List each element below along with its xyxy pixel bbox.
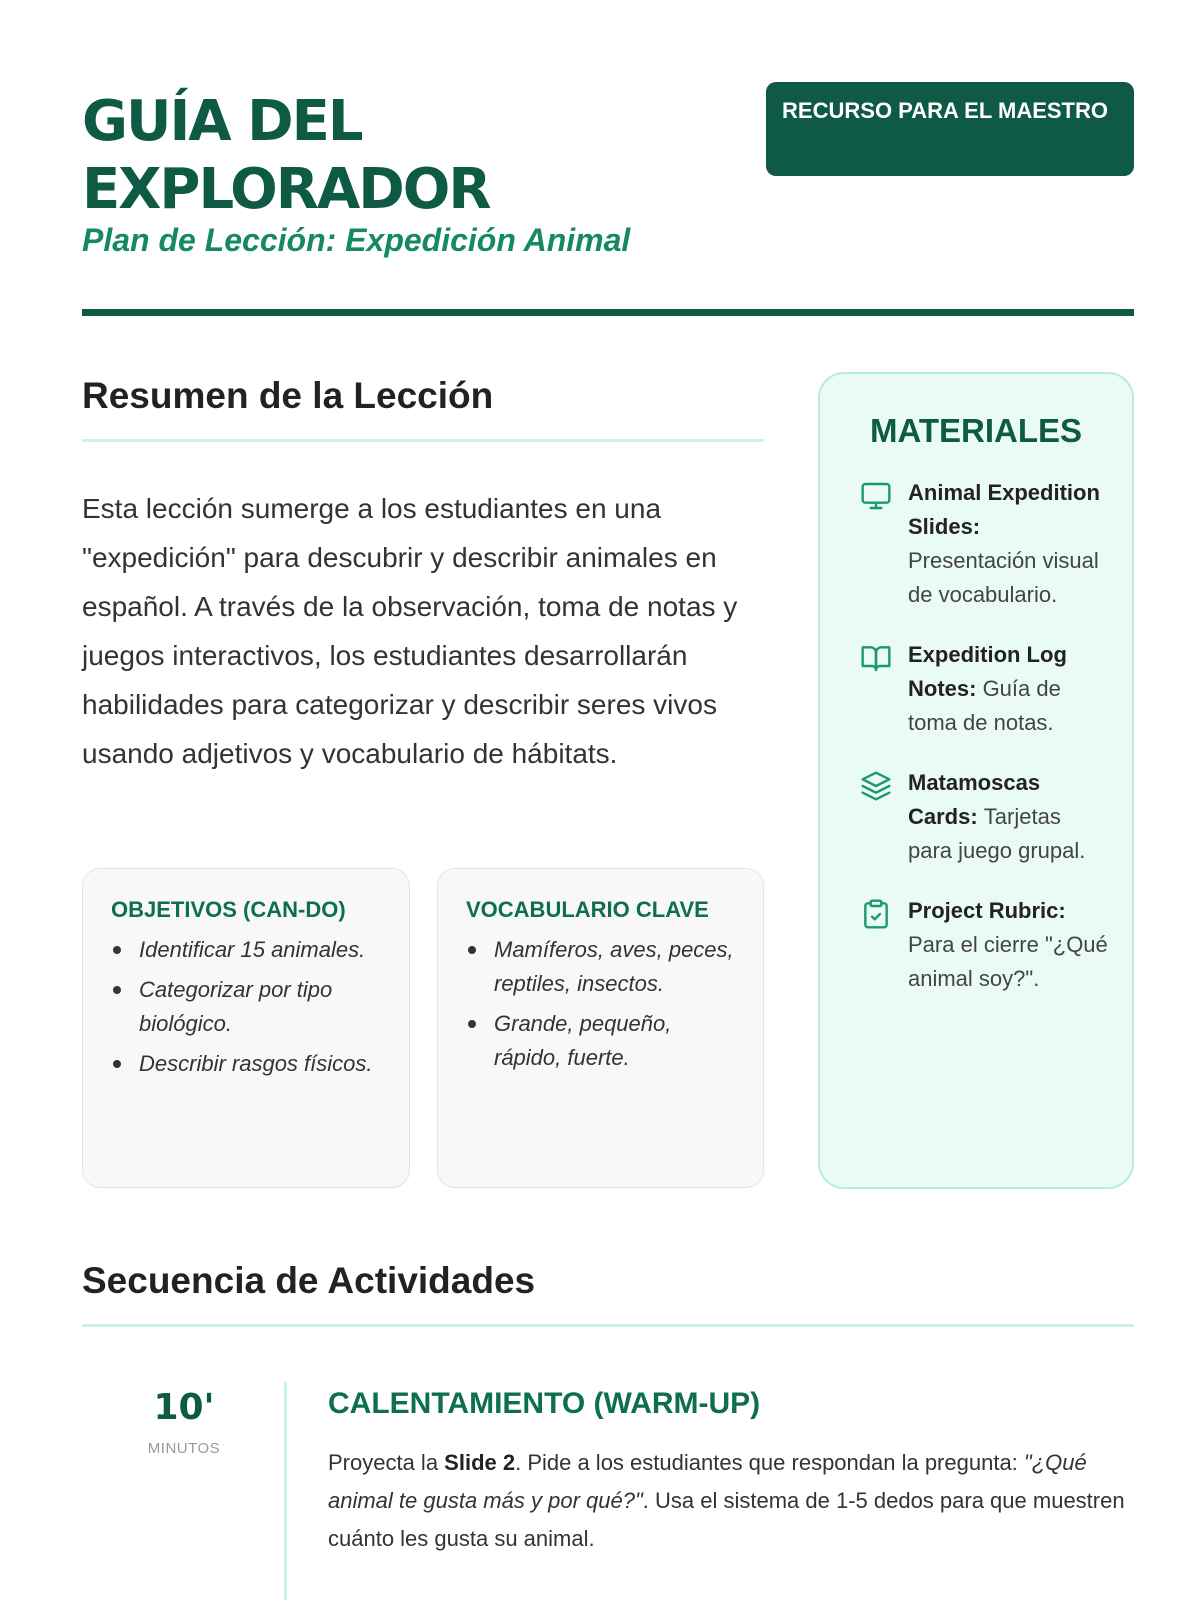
list-item: Categorizar por tipo biológico. — [111, 973, 383, 1041]
vocabulary-heading: VOCABULARIO CLAVE — [466, 897, 709, 922]
page-subtitle: Plan de Lección: Expedición Animal — [82, 222, 631, 258]
activity-desc-text: . Usa el sistema de 1-5 dedos para que muestren cuánto les gusta su animal. — [328, 1488, 1125, 1551]
material-item-slides — [860, 476, 1110, 612]
layers-icon — [860, 770, 892, 802]
timeline-divider — [284, 1382, 287, 1600]
material-title: Animal Expedition Slides: — [908, 480, 1100, 539]
monitor-icon — [860, 480, 892, 512]
sequence-heading: Secuencia de Actividades — [82, 1260, 1134, 1327]
duration-unit: MINUTOS — [147, 1440, 221, 1457]
activity-title: CALENTAMIENTO (WARM-UP) — [328, 1387, 761, 1420]
material-desc: Para el cierre "¿Qué animal soy?". — [908, 932, 1108, 991]
material-title: Matamoscas Cards: — [908, 770, 1041, 829]
activity-description — [328, 1444, 1134, 1558]
activity-desc-text: . Pide a los estudiantes que respondan la pregunta: — [515, 1450, 1024, 1475]
page-header — [82, 80, 1134, 316]
activity-desc-bold: Slide 2 — [444, 1450, 516, 1475]
teacher-resource-badge: RECURSO PARA EL MAESTRO — [766, 82, 1134, 176]
list-item: Grande, pequeño, rápido, fuerte. — [466, 1007, 737, 1075]
list-item: Mamíferos, aves, peces, reptiles, insectos. — [466, 933, 737, 1001]
materials-panel — [818, 372, 1134, 1189]
material-desc: Tarjetas para juego grupal. — [908, 804, 1086, 863]
vocabulary-list — [466, 933, 737, 1075]
materials-heading: MATERIALES — [869, 412, 1083, 449]
objectives-card — [82, 868, 410, 1188]
activity-block — [328, 1382, 1134, 1558]
material-title: Expedition Log Notes: — [908, 642, 1067, 701]
material-item-cards — [860, 766, 1110, 868]
clipboard-check-icon — [860, 898, 892, 930]
summary-heading: Resumen de la Lección — [82, 375, 764, 442]
title-line-2: EXPLORADOR — [82, 157, 490, 222]
material-desc: Presentación visual de vocabulario. — [908, 548, 1099, 607]
activity-timeline — [82, 1382, 1134, 1600]
material-item-log-notes — [860, 638, 1110, 740]
open-book-icon — [860, 642, 892, 674]
summary-text: Esta lección sumerge a los estudiantes en una "expedición" para descubrir y describir animales en español. A través de la observación, toma de notas y juegos interactivos, los estudiantes desarrollarán habilidades para categorizar y describir seres vivos usando adjetivos y vocabulario de hábitats. — [82, 493, 738, 769]
title-line-1: GUÍA DEL — [82, 89, 362, 154]
list-item: Identificar 15 animales. — [111, 933, 383, 967]
material-item-rubric — [860, 894, 1110, 996]
activity-desc-question: "¿Qué animal te gusta más y por qué?" — [328, 1450, 1087, 1513]
objectives-heading: OBJETIVOS (CAN-DO) — [111, 897, 346, 922]
material-desc: Guía de toma de notas. — [908, 676, 1061, 735]
vocabulary-card — [437, 868, 764, 1188]
list-item: Describir rasgos físicos. — [111, 1047, 383, 1081]
material-title: Project Rubric: — [908, 898, 1066, 923]
activity-desc-text: Proyecta la — [328, 1450, 445, 1475]
objectives-list — [111, 933, 383, 1081]
duration-value: 10' — [153, 1387, 215, 1428]
page-title — [82, 88, 489, 224]
activity-duration — [82, 1382, 286, 1457]
